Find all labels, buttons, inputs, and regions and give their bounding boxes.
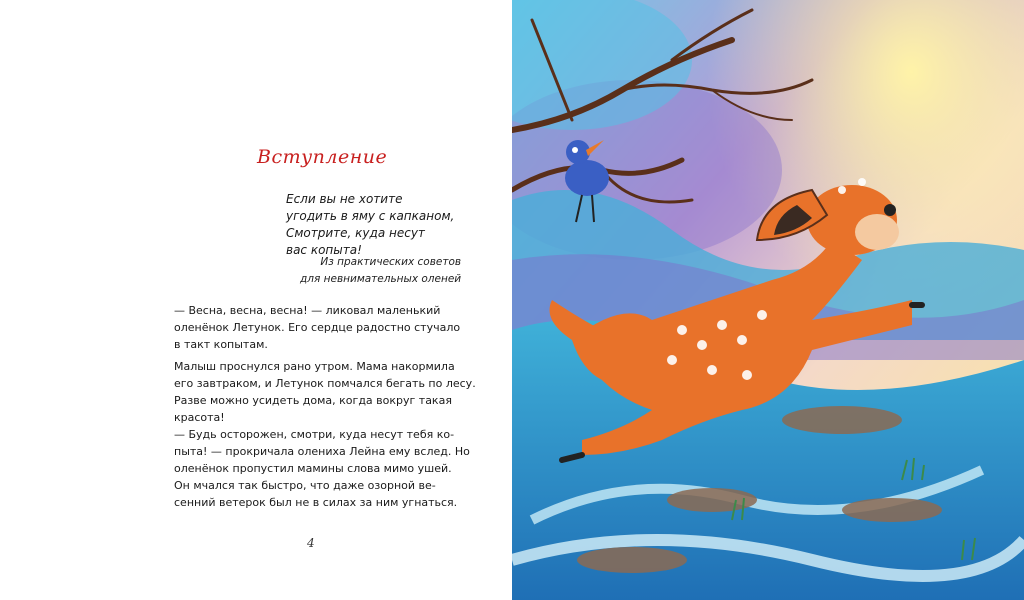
epigraph-line: угодить в яму с капканом, (286, 209, 455, 223)
text-line: — Весна, весна, весна! — ликовал маленький (174, 304, 441, 317)
text-line: Он мчался так быстро, что даже озорной ве- (174, 479, 436, 492)
text-line: оленёнок пропустил мамины слова мимо ушей. (174, 462, 452, 475)
illustration (512, 0, 1024, 600)
paragraph (174, 302, 470, 353)
left-page (0, 0, 510, 600)
epigraph-line: Смотрите, куда несут (286, 226, 425, 240)
page-number: 4 (307, 536, 315, 550)
text-line: Малыш проснулся рано утром. Мама накормила (174, 360, 455, 373)
text-line: оленёнок Летунок. Его сердце радостно стучало (174, 321, 461, 334)
epigraph-source (300, 254, 461, 288)
epigraph (286, 191, 454, 259)
paragraph (174, 477, 470, 511)
stone (842, 498, 942, 522)
epigraph-line: Если вы не хотите (286, 192, 403, 206)
text-line: в такт копытам. (174, 338, 268, 351)
text-line: сенний ветерок был не в силах за ним угнаться. (174, 496, 458, 509)
epigraph-source-line: Из практических советов (320, 256, 462, 268)
epigraph-line: вас копыта! (286, 243, 362, 257)
body-text (174, 302, 476, 511)
text-line: — Будь осторожен, смотри, куда несут тебя ко- (174, 428, 455, 441)
illustration-page (512, 0, 1024, 600)
text-line: пыта! — прокричала олениха Лейна ему вслед. Но (174, 445, 470, 458)
paragraph (174, 358, 476, 426)
epigraph-source-line: для невнимательных оленей (300, 273, 462, 285)
stone (782, 406, 902, 434)
paragraph (174, 426, 470, 477)
stone (577, 547, 687, 573)
text-line: красота! (174, 411, 225, 424)
text-line: Разве можно усидеть дома, когда вокруг такая (174, 394, 452, 407)
chapter-title: Вступление (257, 146, 388, 168)
text-line: его завтраком, и Летунок помчался бегать по лесу. (174, 377, 476, 390)
